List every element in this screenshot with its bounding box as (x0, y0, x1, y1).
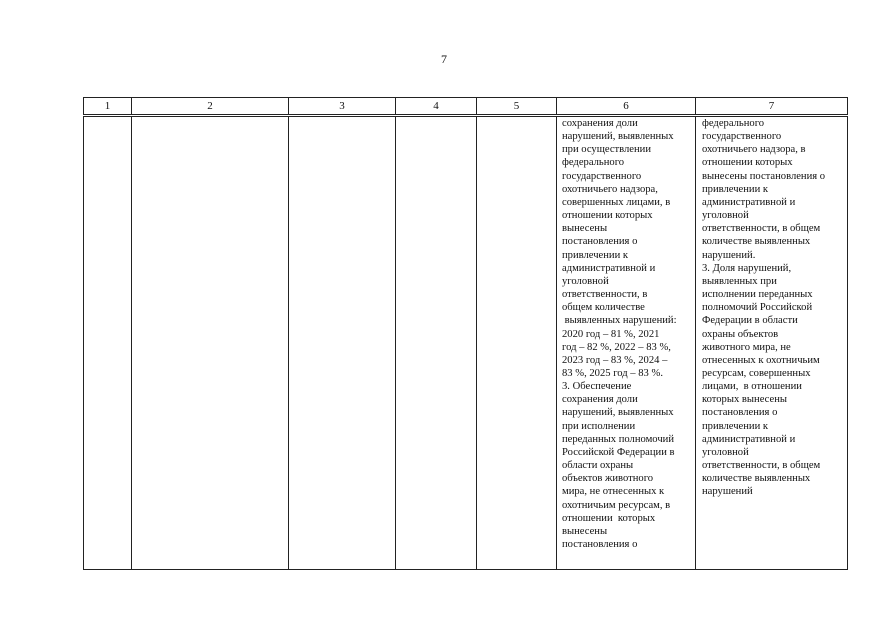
column-header-1: 1 (84, 98, 132, 116)
cell-col7-text: федерального государственного охотничьего надзора, в отношении которых вынесены постановления о привлечении к административной и уголовной ответственности, в общем количестве выявленных нарушений. 3. Доля нарушений, выявленных при исполнении переданных полномочий Российской Федерации в области охраны объектов животного мира, не отнесенных к охотничьим ресурсам, совершенных лицами, в отношении которых вынесены постановления о привлечении к административной и уголовной ответственности, в общем количестве выявленных нарушений (702, 118, 826, 498)
cell-col7 (696, 116, 848, 570)
table-row (84, 116, 848, 570)
column-header-5: 5 (477, 98, 557, 116)
column-header-2: 2 (132, 98, 289, 116)
cell-col1 (84, 116, 132, 570)
column-header-4: 4 (396, 98, 477, 116)
cell-col3 (289, 116, 396, 570)
cell-col6 (557, 116, 696, 570)
document-table (83, 97, 848, 570)
cell-col4 (396, 116, 477, 570)
column-header-7: 7 (696, 98, 848, 116)
table-header-row (84, 98, 848, 116)
cell-col5 (477, 116, 557, 570)
page-number: 7 (441, 52, 447, 66)
column-header-3: 3 (289, 98, 396, 116)
column-header-6: 6 (557, 98, 696, 116)
cell-col2 (132, 116, 289, 570)
cell-col6-text: сохранения доли нарушений, выявленных при осуществлении федерального государственного охотничьего надзора, совершенных лицами, в отношении которых вынесены постановления о привлечении к административной и уголовной ответственности, в общем количестве выявленных нарушений: 2020 год – 81 %, 2021 год – 82 %, 2022 – 83 %, 2023 год – 83 %, 2024 – 83 %, 2025 год – 83 %. 3. Обеспечение сохранения доли нарушений, выявленных при исполнении переданных полномочий Российской Федерации в области охраны объектов животного мира, не отнесенных к охотничьим ресурсам, в отношении которых вынесены постановления о (562, 118, 677, 550)
